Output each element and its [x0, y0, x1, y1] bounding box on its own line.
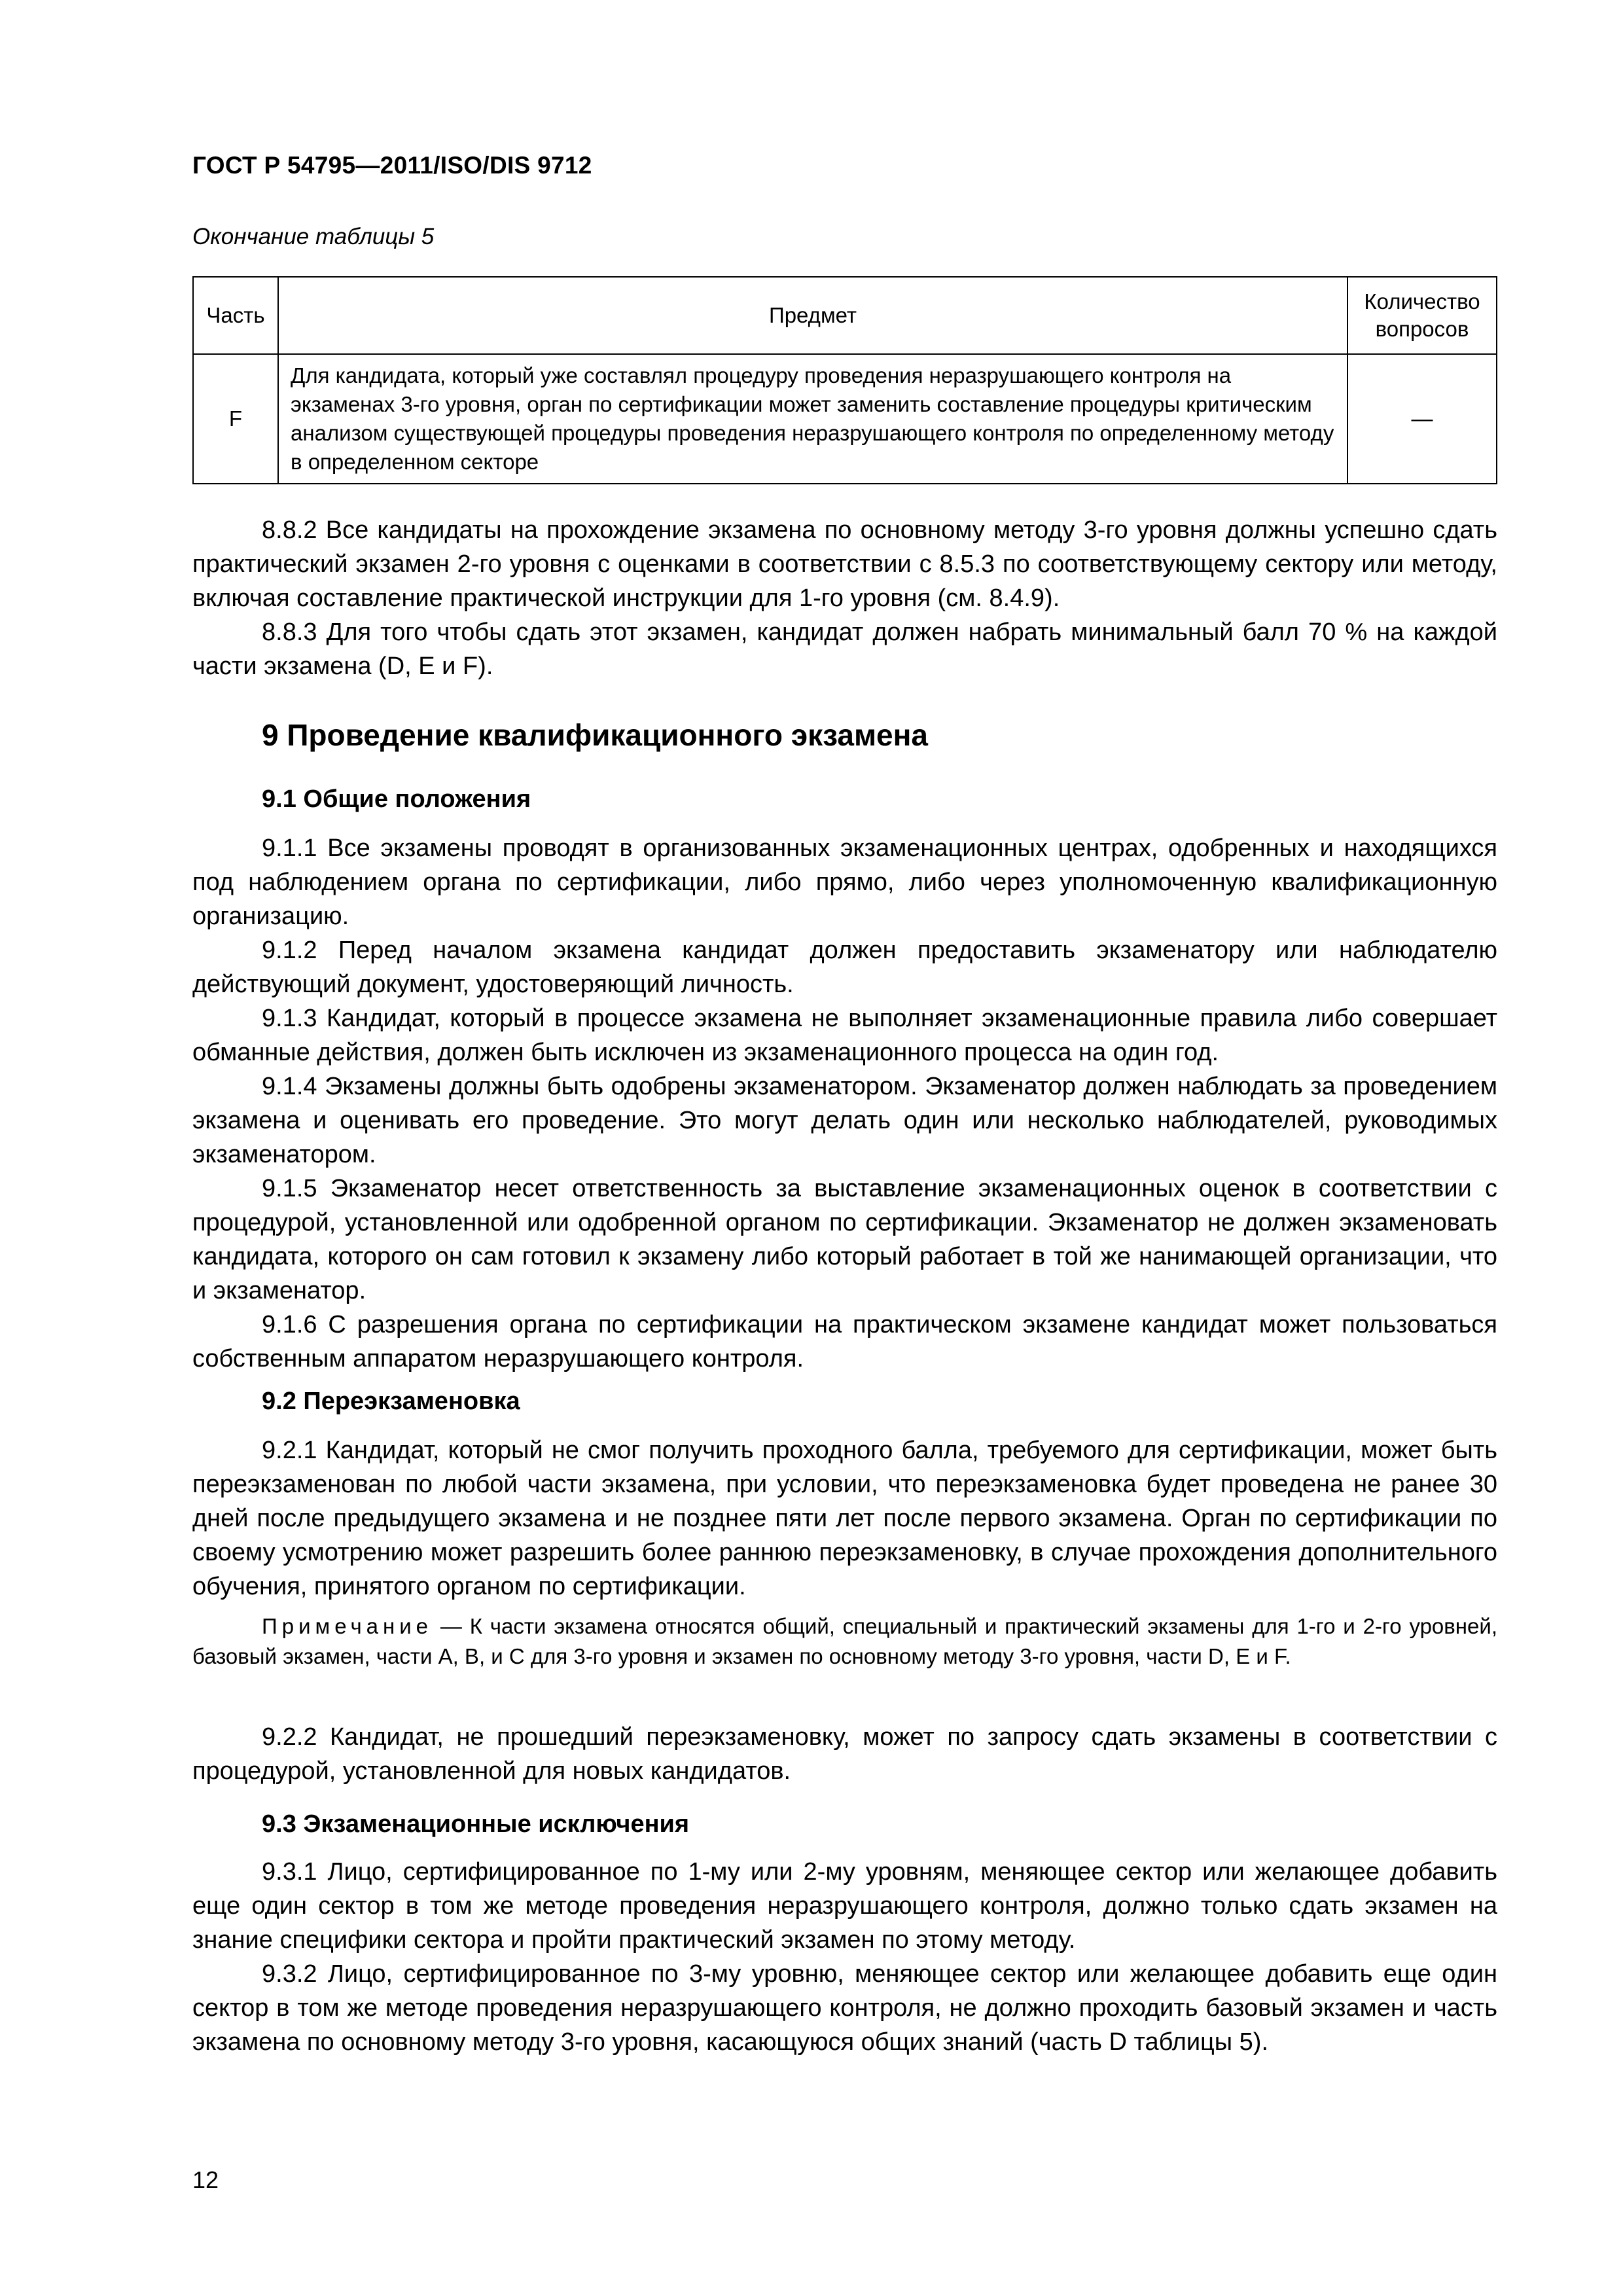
section-9-3-heading: 9.3 Экзаменационные исключения — [262, 1810, 690, 1838]
paragraph-9-1-2: 9.1.2 Перед началом экзамена кандидат должен предоставить экзаменатору или наблюдателю действующий документ, удостоверяющий личность. — [192, 937, 1497, 998]
paragraph-8-8-2: 8.8.2 Все кандидаты на прохождение экзамена по основному методу 3-го уровня должны успешно сдать практический экзамен 2-го уровня с оценками в соответствии с 8.5.3 по соответствующему сектору или методу, включая составление практической инструкции для 1-го уровня (см. 8.4.9). — [192, 516, 1497, 612]
table-header-subject: Предмет — [278, 277, 1347, 354]
table-header-part: Часть — [193, 277, 278, 354]
section-9-2-2-text — [192, 1720, 1497, 1788]
document-header: ГОСТ Р 54795—2011/ISO/DIS 9712 — [192, 152, 592, 179]
paragraph-9-1-5: 9.1.5 Экзаменатор несет ответственность за выставление экзаменационных оценок в соответствии с процедурой, установленной или одобренной органом по сертификации. Экзаменатор не должен экзаменовать кандидата, которого он сам готовил к экзамену либо который работает в той же нанимающей организации, что и экзаменатор. — [192, 1175, 1497, 1304]
table-cell-count: — — [1347, 354, 1497, 484]
section-9-3-text — [192, 1855, 1497, 2059]
paragraph-9-2-1: 9.2.1 Кандидат, который не смог получить проходного балла, требуемого для сертификации, может быть переэкзаменован по любой части экзамена, при условии, что переэкзаменовка будет проведена не ранее 30 дней после предыдущего экзамена и не позднее пяти лет после первого экзамена. Орган по сертификации по своему усмотрению может разрешить более раннюю переэкзаменовку, в случае прохождения дополнительного обучения, принятого органом по сертификации. — [192, 1437, 1497, 1600]
paragraph-8-8-3: 8.8.3 Для того чтобы сдать этот экзамен, кандидат должен набрать минимальный балл 70 % на каждой части экзамена (D, E и F). — [192, 619, 1497, 680]
table-row — [193, 354, 1497, 484]
note-block — [192, 1611, 1497, 1672]
paragraph-9-2-2: 9.2.2 Кандидат, не прошедший переэкзаменовку, может по запросу сдать экзамены в соответствии с процедурой, установленной для новых кандидатов. — [192, 1723, 1497, 1785]
section-9-2-heading: 9.2 Переэкзаменовка — [262, 1388, 520, 1415]
table-header-count: Количество вопросов — [1347, 277, 1497, 354]
note-text: — К части экзамена относятся общий, специальный и практический экзамены для 1-го и 2-го уровней, базовый экзамен, части А, В, и С для 3-го уровня и экзамен по основному методу 3-го уровня, части D, E и F. — [192, 1614, 1497, 1668]
paragraph-9-3-1: 9.3.1 Лицо, сертифицированное по 1-му или 2-му уровням, меняющее сектор или желающее добавить еще один сектор в том же методе проведения неразрушающего контроля, должно только сдать экзамен на знание специфики сектора и пройти практический экзамен по этому методу. — [192, 1858, 1497, 1954]
table-cell-part: F — [193, 354, 278, 484]
note-label: Примечание — [262, 1614, 433, 1638]
section-9-heading: 9 Проведение квалификационного экзамена — [262, 718, 928, 752]
note-paragraph — [192, 1611, 1497, 1672]
table-header-row — [193, 277, 1497, 354]
paragraph-9-1-3: 9.1.3 Кандидат, который в процессе экзамена не выполняет экзаменационные правила либо совершает обманные действия, должен быть исключен из экзаменационного процесса на один год. — [192, 1005, 1497, 1066]
section-8-8-text — [192, 513, 1497, 683]
paragraph-9-3-2: 9.3.2 Лицо, сертифицированное по 3-му уровню, меняющее сектор или желающее добавить еще один сектор в том же методе проведения неразрушающего контроля, не должно проходить базовый экзамен и часть экзамена по основному методу 3-го уровня, касающуюся общих знаний (часть D таблицы 5). — [192, 1960, 1497, 2056]
section-9-1-heading: 9.1 Общие положения — [262, 785, 531, 813]
paragraph-9-1-4: 9.1.4 Экзамены должны быть одобрены экзаменатором. Экзаменатор должен наблюдать за проведением экзамена и оценивать его проведение. Это могут делать один или несколько наблюдателей, руководимых экзаменатором. — [192, 1073, 1497, 1168]
table-5 — [192, 276, 1497, 484]
section-9-1-text — [192, 831, 1497, 1376]
page-number: 12 — [192, 2166, 219, 2193]
section-9-2-1-text — [192, 1433, 1497, 1604]
paragraph-9-1-1: 9.1.1 Все экзамены проводят в организованных экзаменационных центрах, одобренных и находящихся под наблюдением органа по сертификации, либо прямо, либо через уполномоченную квалификационную организацию. — [192, 834, 1497, 930]
paragraph-9-1-6: 9.1.6 С разрешения органа по сертификации на практическом экзамене кандидат может пользоваться собственным аппаратом неразрушающего контроля. — [192, 1311, 1497, 1372]
table-caption: Окончание таблицы 5 — [192, 224, 435, 249]
table-cell-subject: Для кандидата, который уже составлял процедуру проведения неразрушающего контроля на экзаменах 3-го уровня, орган по сертификации может заменить составление процедуры критическим анализом существующей процедуры проведения неразрушающего контроля по определенному методу в определенном секторе — [278, 354, 1347, 484]
